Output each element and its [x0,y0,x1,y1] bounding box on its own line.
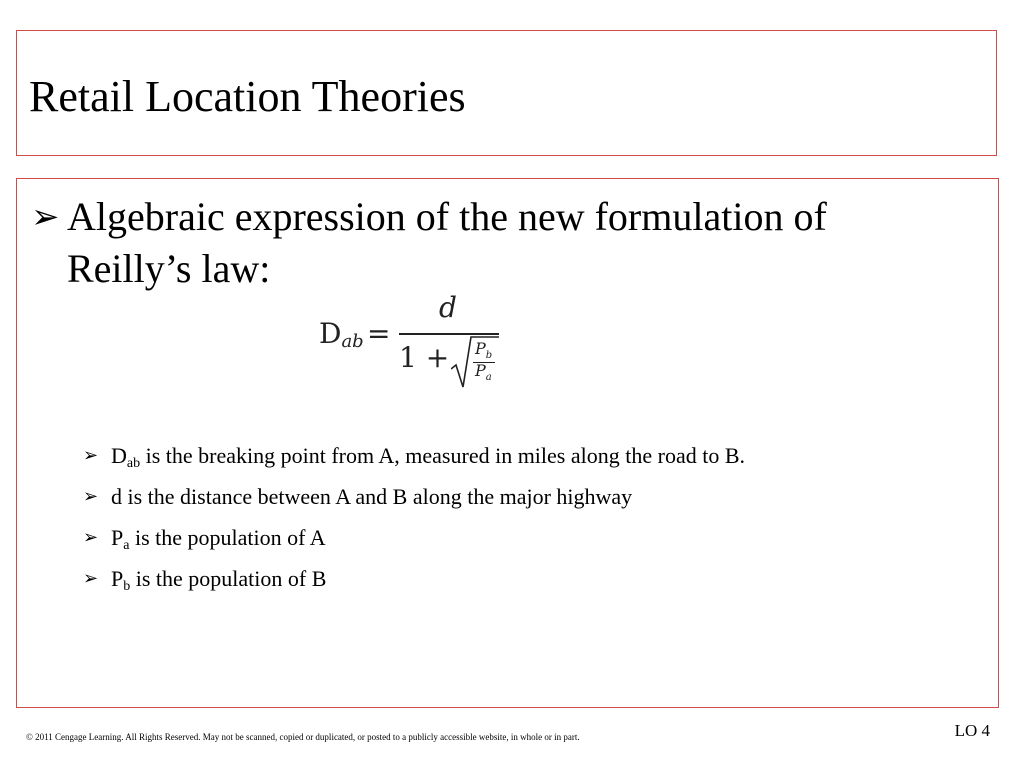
arrow-bullet-icon: ➢ [83,568,99,589]
formula-numerator: d [439,291,457,324]
slide-title: Retail Location Theories [29,72,466,121]
arrow-bullet-icon: ➢ [83,445,99,466]
formula-denominator-prefix: 1 + [399,341,450,374]
arrow-bullet-icon: ➢ [31,197,60,237]
arrow-bullet-icon: ➢ [83,486,99,507]
main-bullet-text: Algebraic expression of the new formulation of Reilly’s law: [67,194,827,291]
sub-bullet-item: ➢ d is the distance between A and B along the major highway [83,478,745,519]
sub-bullet-list [83,437,745,601]
sub-bullet-item: ➢ $P_a$ is the population of A [83,519,745,560]
arrow-bullet-icon: ➢ [83,527,99,548]
main-bullet [31,191,961,295]
sub-bullet-item: ➢ $P_b$ is the population of B [83,560,745,601]
sub-bullet-item: ➢ $D_{ab}$ is the breaking point from A, measured in miles along the road to B. [83,437,745,478]
square-root [451,335,499,393]
learning-objective-label: LO 4 [954,721,990,740]
formula-lhs: $D_{ab}$ [319,317,364,352]
formula-equals: = [367,317,391,350]
sqrt-numerator: $P_b$ [475,339,493,362]
copyright-notice: © 2011 Cengage Learning. All Rights Reserved. May not be scanned, copied or duplicated, or posted to a publicly accessible website, in whole or in part. [26,732,580,742]
content-placeholder [16,178,999,708]
sqrt-denominator: $P_a$ [475,361,492,384]
title-placeholder [16,30,997,156]
